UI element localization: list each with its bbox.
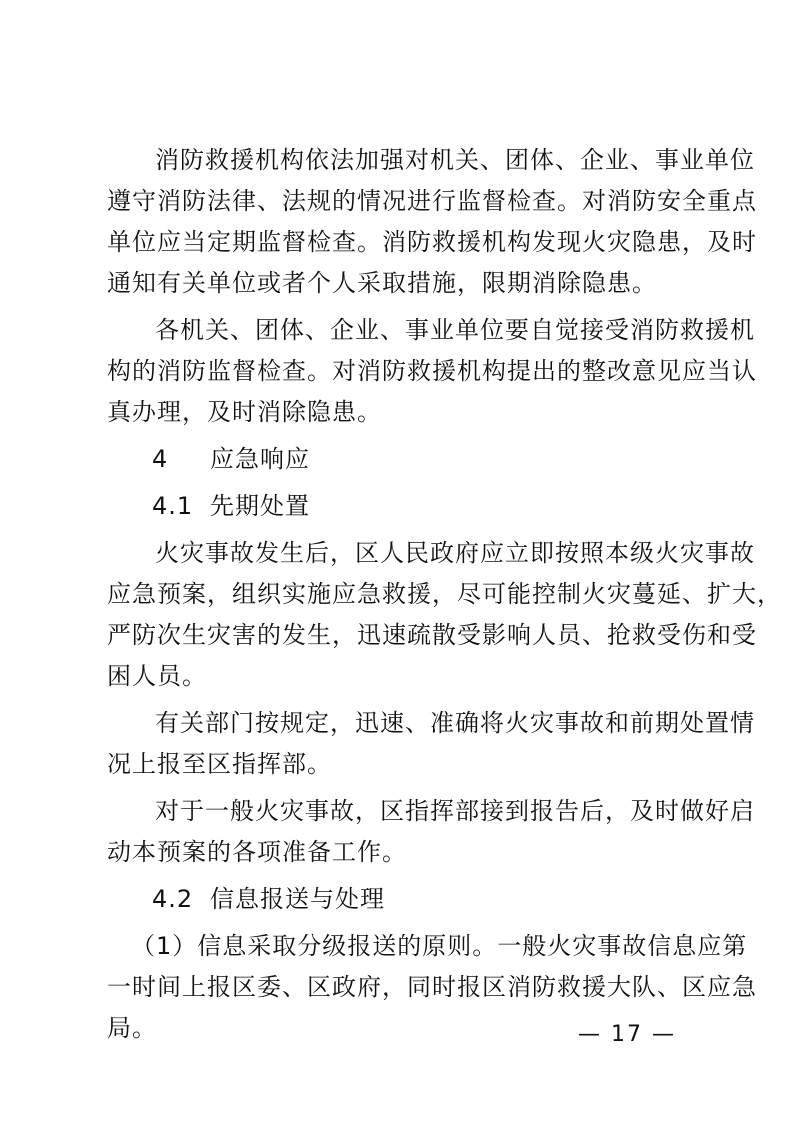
text-line: 对于一般火灾事故，区指挥部接到报告后，及时做好启 bbox=[155, 797, 755, 825]
text-line: （1）信息采取分级报送的原则。一般火灾事故信息应第 bbox=[131, 932, 748, 960]
text-line: 局。 bbox=[107, 1014, 157, 1042]
text-line: 通知有关单位或者个人采取措施，限期消除隐患。 bbox=[107, 269, 657, 297]
paragraph-preparation bbox=[107, 791, 755, 873]
text-line: 各机关、团体、企业、事业单位要自觉接受消防救援机 bbox=[155, 316, 755, 344]
section-number: 4.1 bbox=[152, 492, 194, 520]
section-heading-4-2 bbox=[107, 879, 703, 920]
paragraph-supervision bbox=[107, 140, 757, 304]
text-line: 况上报至区指挥部。 bbox=[107, 750, 332, 778]
section-title: 先期处置 bbox=[210, 492, 310, 520]
text-line: 应急预案，组织实施应急救援，尽可能控制火灾蔓延、扩大， bbox=[107, 580, 782, 608]
section-number: 4.2 bbox=[152, 885, 194, 913]
text-line: 单位应当定期监督检查。消防救援机构发现火灾隐患，及时 bbox=[107, 228, 757, 256]
text-line: 动本预案的各项准备工作。 bbox=[107, 838, 407, 866]
page-number: — 17 — bbox=[578, 1022, 676, 1047]
section-heading-4 bbox=[107, 439, 703, 480]
text-line: 构的消防监督检查。对消防救援机构提出的整改意见应当认 bbox=[107, 357, 757, 385]
paragraph-inspection bbox=[107, 310, 757, 433]
section-number: 4 bbox=[152, 445, 169, 473]
text-line: 消防救援机构依法加强对机关、团体、企业、事业单位 bbox=[155, 146, 755, 174]
page-body bbox=[107, 140, 782, 1049]
text-line: 严防次生灾害的发生，迅速疏散受影响人员、抢救受伤和受 bbox=[107, 621, 757, 649]
text-line: 遵守消防法律、法规的情况进行监督检查。对消防安全重点 bbox=[107, 187, 757, 215]
text-line: 有关部门按规定，迅速、准确将火灾事故和前期处置情 bbox=[155, 709, 755, 737]
section-heading-4-1 bbox=[107, 486, 703, 527]
section-title: 应急响应 bbox=[210, 445, 310, 473]
section-title: 信息报送与处理 bbox=[210, 885, 385, 913]
paragraph-initial-response bbox=[107, 533, 782, 697]
text-line: 火灾事故发生后，区人民政府应立即按照本级火灾事故 bbox=[155, 539, 755, 567]
text-line: 真办理，及时消除隐患。 bbox=[107, 398, 382, 426]
text-line: 一时间上报区委、区政府，同时报区消防救援大队、区应急 bbox=[107, 973, 757, 1001]
text-line: 困人员。 bbox=[107, 662, 207, 690]
paragraph-reporting bbox=[107, 703, 755, 785]
